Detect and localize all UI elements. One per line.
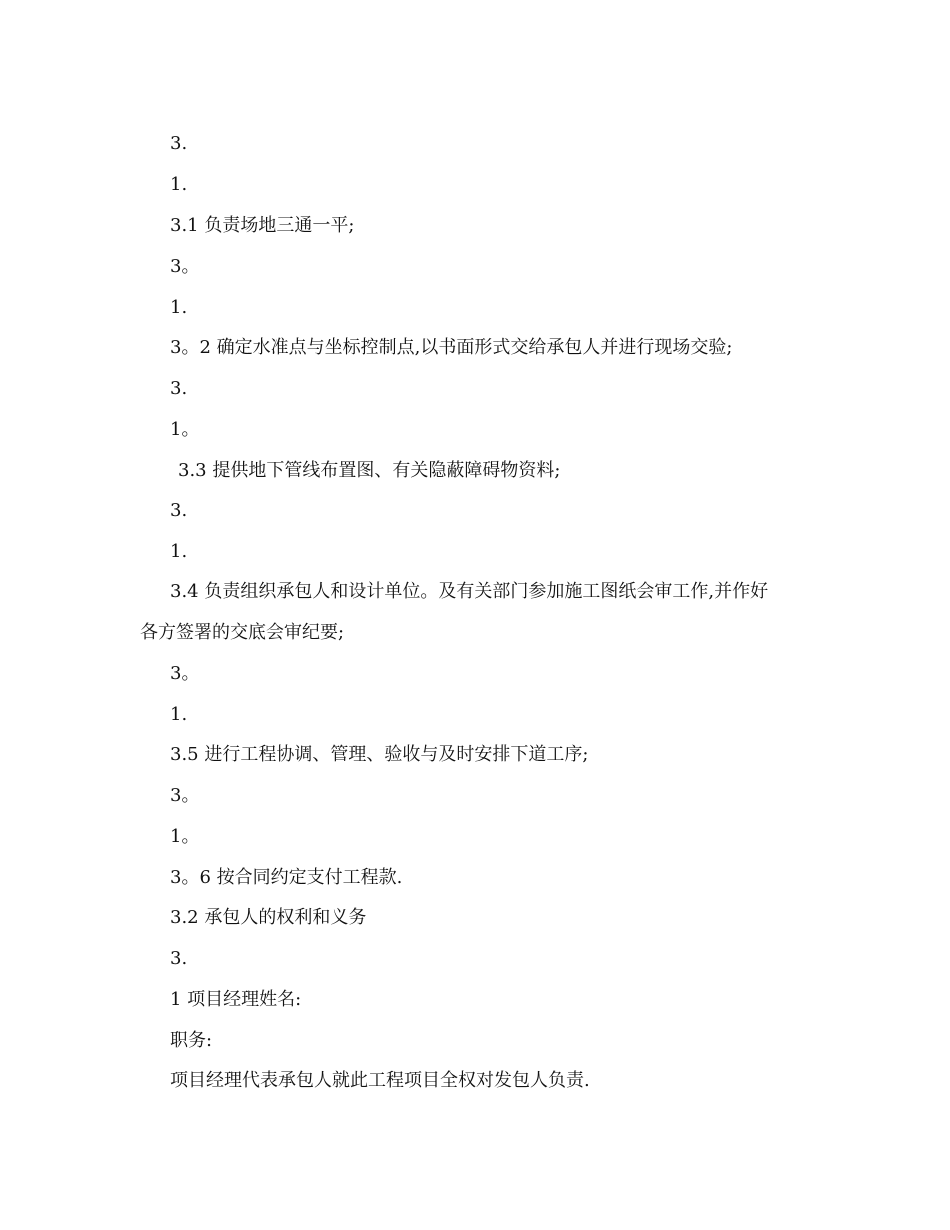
- text-line: 1.: [170, 541, 188, 562]
- text-line: 1 项目经理姓名:: [170, 989, 302, 1010]
- text-line: 3。: [170, 256, 200, 277]
- text-line: 1.: [170, 704, 188, 725]
- text-line: 3。: [170, 785, 200, 806]
- text-line: 3.2 承包人的权利和义务: [170, 907, 367, 928]
- text-line: 3.3 提供地下管线布置图、有关隐蔽障碍物资料;: [178, 460, 561, 481]
- text-line: 3.: [170, 378, 188, 399]
- text-line: 项目经理代表承包人就此工程项目全权对发包人负责.: [170, 1070, 590, 1091]
- text-line: 3。2 确定水准点与坐标控制点,以书面形式交给承包人并进行现场交验;: [170, 337, 733, 358]
- text-line: 3.: [170, 500, 188, 521]
- text-line: 3。: [170, 663, 200, 684]
- text-line: 1.: [170, 297, 188, 318]
- text-line: 3。6 按合同约定支付工程款.: [170, 867, 403, 888]
- text-line: 职务:: [170, 1030, 213, 1051]
- text-line: 1。: [170, 826, 200, 847]
- text-line: 3.: [170, 948, 188, 969]
- text-line: 1。: [170, 419, 200, 440]
- text-line: 1.: [170, 174, 188, 195]
- text-line: 3.5 进行工程协调、管理、验收与及时安排下道工序;: [170, 744, 589, 765]
- text-line: 3.: [170, 133, 188, 154]
- text-line: 各方签署的交底会审纪要;: [140, 622, 345, 643]
- text-line: 3.1 负责场地三通一平;: [170, 215, 355, 236]
- text-line: 3.4 负责组织承包人和设计单位。及有关部门参加施工图纸会审工作,并作好: [170, 581, 769, 602]
